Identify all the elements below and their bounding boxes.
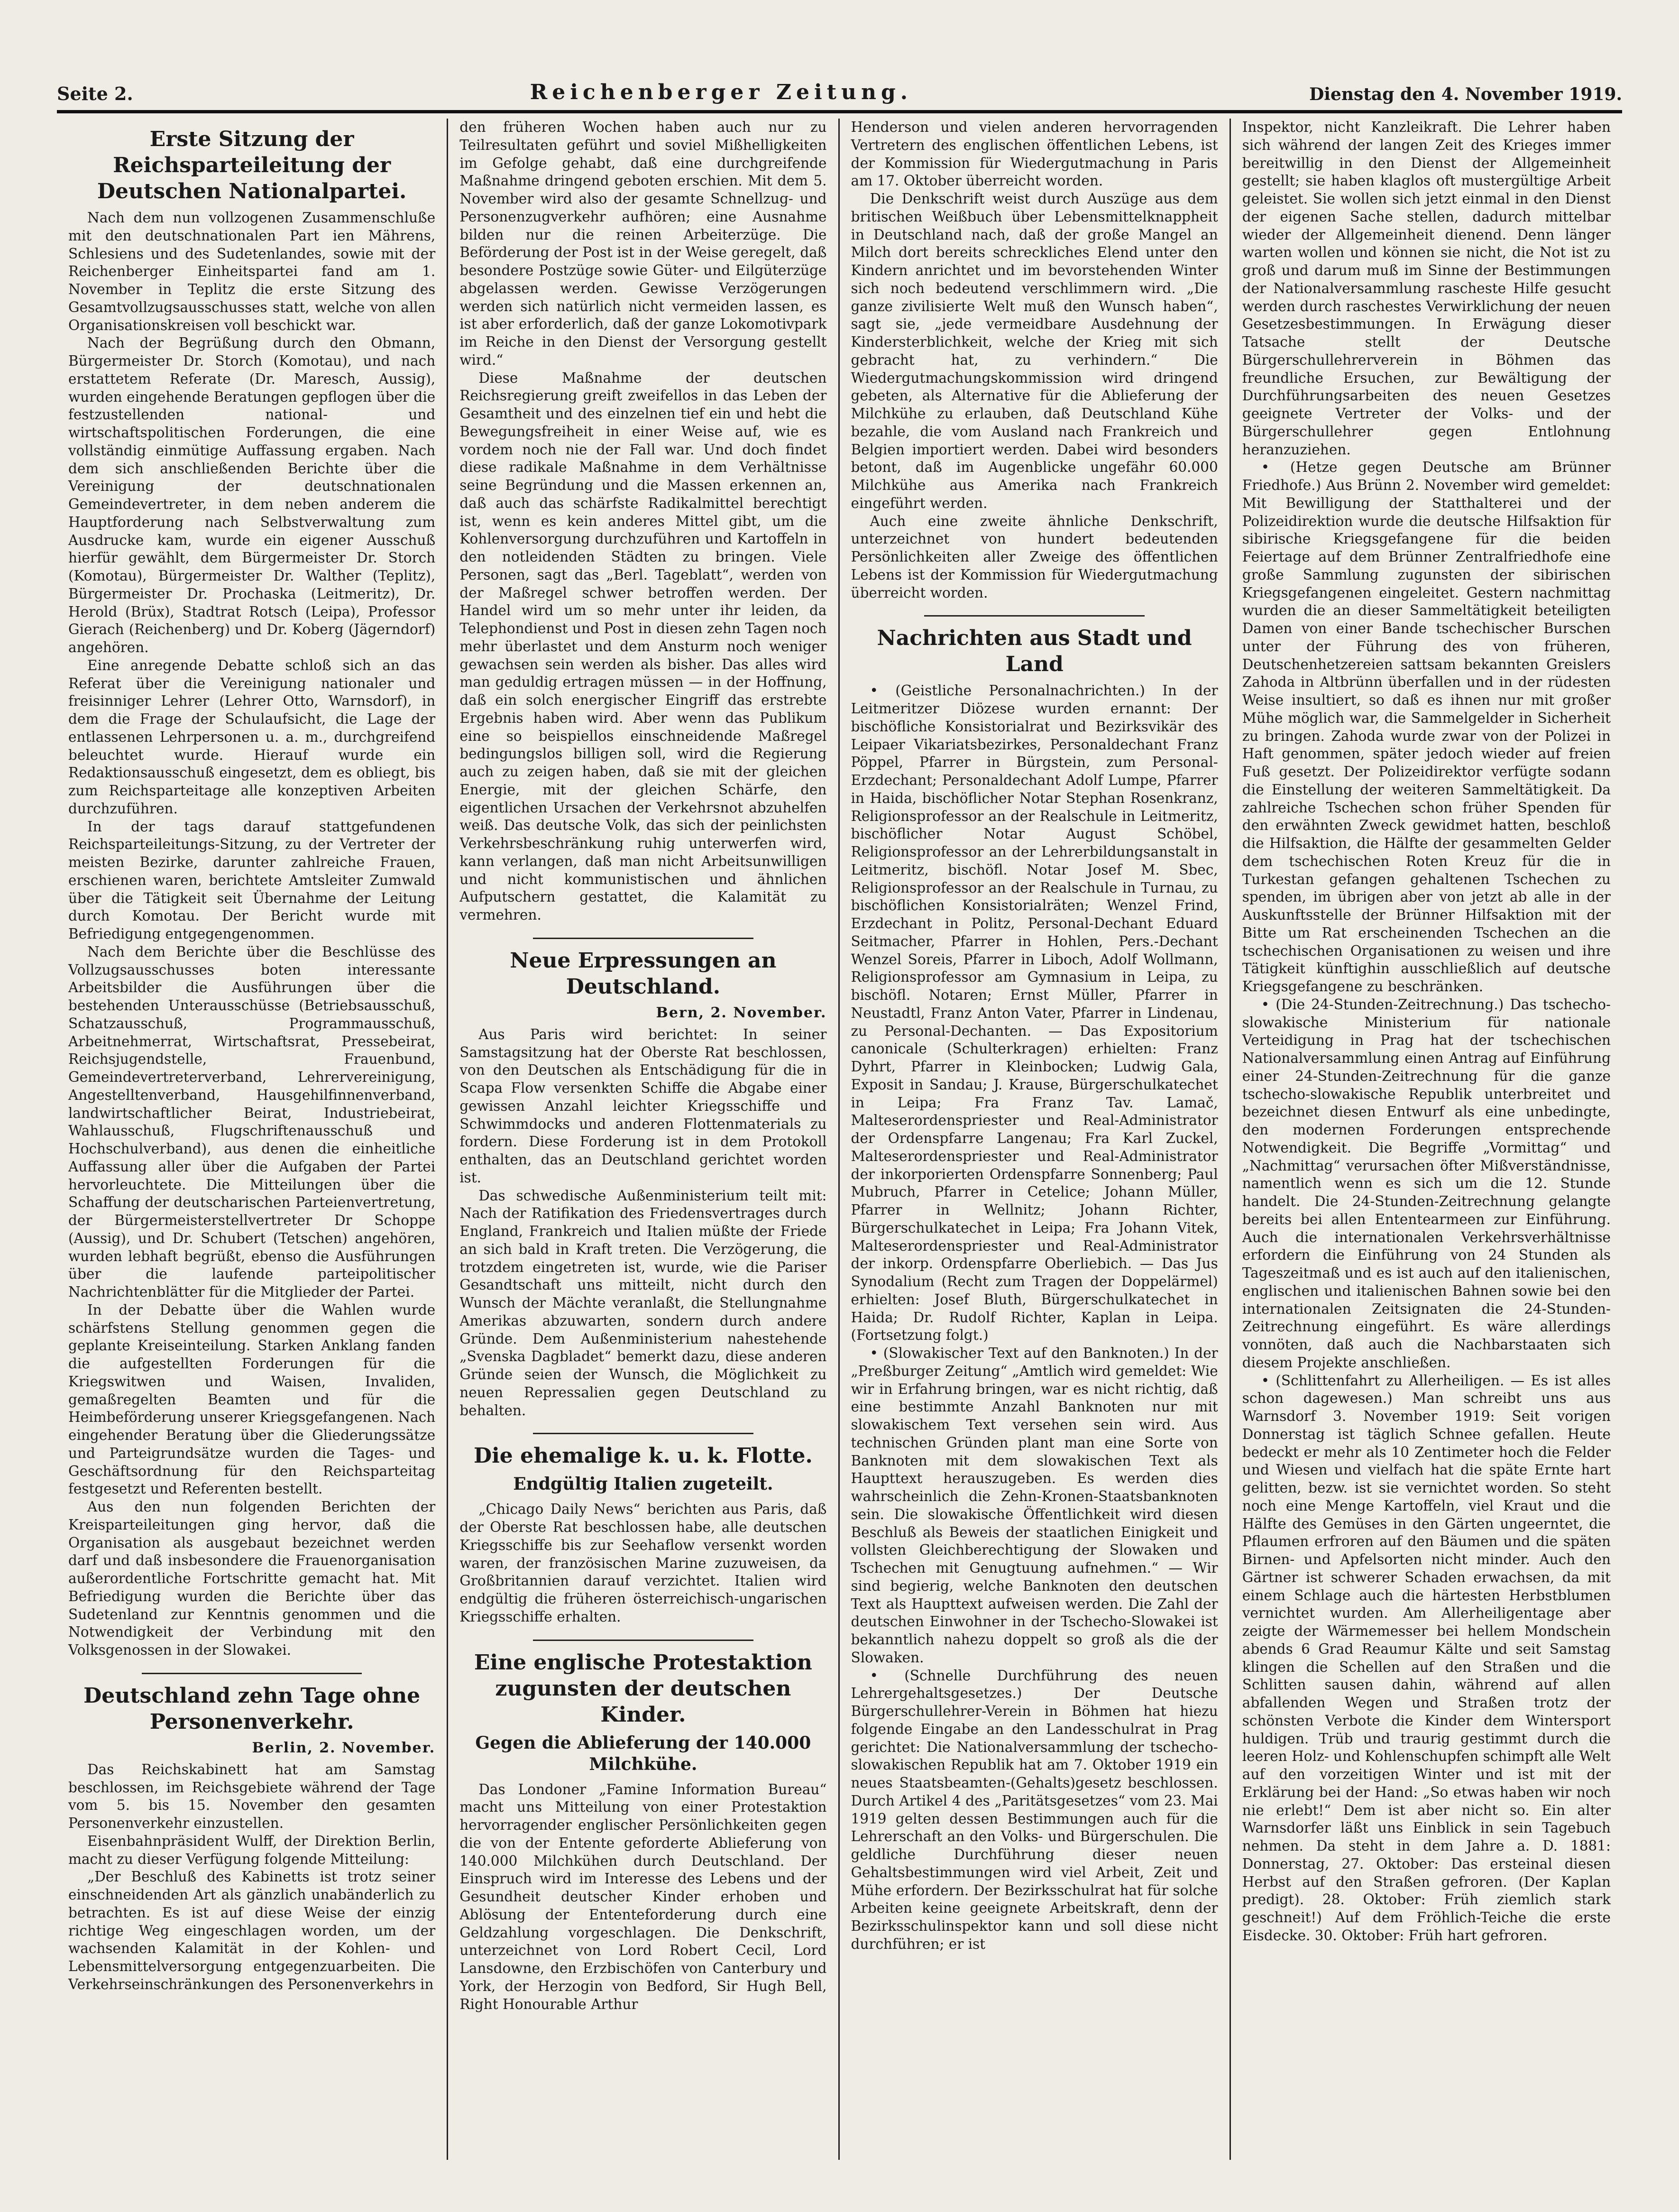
column-3 bbox=[840, 119, 1231, 2160]
dateline: Bern, 2. November. bbox=[656, 1004, 827, 1021]
paragraph: Eine anregende Debatte schloß sich an das Referat über die Vereinigung nationaler und freisinniger Lehrer (Lehrer Otto, Warnsdorf), in dem die Frage der Schulaufsicht, die Lage der entlassenen Lehrpersonen u. a. m., durchgreifend beleuchtet wurde. Hierauf wurde ein Redaktionsausschuß eingesetzt, dem es obliegt, bis zum Reichsparteitage alle konzeptiven Arbeiten durchzuführen. bbox=[68, 657, 436, 817]
issue-date: Dienstag den 4. November 1919. bbox=[1309, 84, 1622, 104]
paragraph: Nach dem Berichte über die Beschlüsse des Vollzugsausschusses boten interessante Arbeitsbilder die Ausführungen über die bestehenden Unterausschüsse (Betriebsausschuß, Schatzausschuß, Programmausschuß, Arbeitnehmerrat, Wirtschaftsrat, Pressebeirat, Reichsjugendstelle, Frauenbund, Gemeindevertreterverband, Lehrervereinigung, Angestelltenverband, Hausgehilfinnenverband, landwirtschaftlicher Beirat, Industriebeirat, Wahlausschuß, Flugschriftenausschuß und Hochschulverband), aus denen die einheitliche Auffassung aller über die Aufgaben der Partei hervorleuchtete. Die Mitteilungen über die Schaffung der deutscharischen Parteienvertretung, der Bürgermeisterstellvertreter Dr Schoppe (Aussig), und Dr. Schubert (Tetschen) angehören, wurden lebhaft begrüßt, ebenso die Ausführungen über die laufende parteipolitischer Nachrichtenblätter für die Mitglieder der Partei. bbox=[68, 943, 436, 1300]
paragraph: Die Denkschrift weist durch Auszüge aus dem britischen Weißbuch über Lebensmittelknappheit in Deutschland nach, daß der große Mangel an Milch dort bereits schreckliches Elend unter den Kindern anrichtet und im bevorstehenden Winter sich noch bedeutend verschlimmern wird. „Die ganze zivilisierte Welt muß den Wunsch haben“, sagt sie, „jede vermeidbare Ausdehnung der Kindersterblichkeit, welche der Krieg mit sich gebracht hat, zu verhindern.“ Die Wiedergutmachungskommission wird dringend gebeten, als Alternative für die Ablieferung der Milchkühe zu erlauben, daß Deutschland Kühe bezahle, die vom Ausland nach Frankreich und Belgien importiert werden. Dabei wird besonders betont, daß im Augenblicke ungefähr 60.000 Milchkühe aus Amerika nach Frankreich eingeführt werden. bbox=[851, 191, 1218, 511]
paragraph: Auch eine zweite ähnliche Denkschrift, unterzeichnet von hundert bedeutenden Persönlichkeiten aller Zweige des öffentlichen Lebens ist der Kommission für Wiedergutmachung überreicht worden. bbox=[851, 513, 1218, 601]
news-item: • (Hetze gegen Deutsche am Brünner Friedhofe.) Aus Brünn 2. November wird gemeldet: Mit Bewilligung der Statthalterei und der Polizeidirektion wurde die deutsche Hilfsaktion für sibirische Kriegsgefangene für die beiden Feiertage auf dem Brünner Zentralfriedhofe eine große Sammlung zugunsten der sibirischen Kriegsgefangenen eingeleitet. Gestern nachmittag wurden die an dieser Sammeltätigkeit beteiligten Damen von einer Bande tschechischer Burschen unter der Führung des von früheren, Deutschenhetzereien sattsam bekannten Greislers Zahoda in Altbrünn überfallen und in der rüdesten Weise insultiert, so daß es ihnen nur mit großer Mühe möglich war, die Sammelgelder in Sicherheit zu bringen. Zahoda wurde zwar von der Polizei in Haft genommen, später jedoch wieder auf freien Fuß gesetzt. Der Polizeidirektor verfügte sodann die Einstellung der weiteren Sammeltätigkeit. Da zahlreiche Tschechen schon früher Spenden für den erwähnten Zweck gewidmet hatten, beschloß die Hilfsaktion, die Hälfte der gesammelten Gelder dem tschechischen Roten Kreuz für die in Turkestan gefangen gehaltenen Tschechen zu spenden, im übrigen aber von jetzt ab alle in der Auskunftsstelle der Brünner Hilfsaktion mit der Bitte um Rat erscheinenden Tschechen an die tschechischen Organisationen zu weisen und ihre Tätigkeit künftighin ausschließlich auf deutsche Kriegsgefangene zu beschränken. bbox=[1242, 459, 1611, 995]
headline: Die ehemalige k. u. k. Flotte. bbox=[473, 1444, 813, 1468]
section-headline: Nachrichten aus Stadt und Land bbox=[877, 626, 1192, 677]
article-reichsparteileitung bbox=[68, 126, 435, 1659]
paragraph: Das schwedische Außenministerium teilt mit: Nach der Ratifikation des Friedensvertrages durch England, Frankreich und Italien müßte der Friede an sich bald in Kraft treten. Die Verzögerung, die trotzdem eingetreten ist, wurde, wie die Pariser Gesandtschaft uns mitteilt, nicht durch den Wunsch der Mächte veranlaßt, die Stellungnahme Amerikas abzuwarten, sondern durch andere Gründe. Dem Außenministerium nahestehende „Svenska Dagbladet“ bemerkt dazu, diese anderen Gründe seien der Wunsch, die Möglichkeit zu neuen Repressalien gegen Deutschland zu behalten. bbox=[459, 1187, 827, 1419]
news-item: • (Geistliche Personalnachrichten.) In der Leitmeritzer Diözese wurden ernannt: Der bischöfliche Konsistorialrat und Bezirksvikär des Leipaer Vikariatsbezirkes, Personaldechant Franz Pöppel, Pfarrer in Bürgstein, zum Personal-Erzdechant; Personaldechant Adolf Lumpe, Pfarrer in Haida, bischöflicher Notar Stephan Rosenkranz, Religionsprofessor an der Realschule in Leitmeritz, bischöflicher Notar August Schöbel, Religionsprofessor an der Lehrerbildungsanstalt in Leitmeritz, bischöfl. Notar Josef M. Sbec, Religionsprofessor an der Realschule in Turnau, zu bischöflichen Konsistorialräten; Wenzel Frind, Erzdechant in Politz, Personal-Dechant Eduard Seitmacher, Pfarrer in Hohlen, Pers.-Dechant Wenzel Soreis, Pfarrer in Liboch, Adolf Wollmann, Religionsprofessor am Gymnasium in Leipa, zu bischöfl. Notaren; Ernst Müller, Pfarrer in Neustadtl, Franz Anton Vater, Pfarrer in Lindenau, zu Personal-Dechanten. — Das Expositorium canonicale (Schulterkragen) erhielten: Franz Dyhrt, Pfarrer in Kleinbocken; Ludwig Gala, Exposit in Sandau; J. Krause, Bürgerschulkatechet in Leipa; Fra Franz Tav. Lamač, Malteserordenspriester und Real-Administrator der Ordenspfarre Langenau; Fra Karl Zuckel, Malteserordenspriester und Real-Administrator der inkorporierten Ordenspfarre Sonnenberg; Paul Mubruch, Pfarrer in Cetelice; Johann Müller, Pfarrer in Wellnitz; Johann Richter, Bürgerschulkatechet in Leipa; Fra Johann Vitek, Malteserordenspriester und Real-Administrator der inkorp. Ordenspfarre Oberliebich. — Das Jus Synodalium (Recht zum Tragen der Doppelärmel) erhielten: Josef Bluth, Bürgerschulkatechet in Haida; Dr. Rudolf Richter, Kaplan in Leipa. (Fortsetzung folgt.) bbox=[851, 682, 1218, 1344]
column-4 bbox=[1231, 119, 1622, 2160]
section-stadt-und-land bbox=[851, 625, 1218, 1953]
article-protestaktion bbox=[459, 1650, 826, 2014]
paragraph: Aus Paris wird berichtet: In seiner Samstagsitzung hat der Oberste Rat beschlossen, von den Deutschen als Entschädigung für die in Scapa Flow versenkten Schiffe die Abgabe einer gewissen Anzahl leichter Kriegsschiffe und Schwimmdocks und anderen Flottenmaterials zu fordern. Diese Forderung ist in dem Protokoll enthalten, das an Deutschland gerichtet worden ist. bbox=[459, 1026, 827, 1186]
paragraph: „Chicago Daily News“ berichten aus Paris, daß der Oberste Rat beschlossen habe, alle deutschen Kriegsschiffe bis zur Seehaflow versenkt worden waren, der französischen Marine zuzuweisen, da Großbritannien darauf verzichtet. Italien wird endgültig die früheren österreichisch-ungarischen Kriegsschiffe erhalten. bbox=[459, 1501, 827, 1625]
paragraph: Eisenbahnpräsident Wulff, der Direktion Berlin, macht zu dieser Verfügung folgende Mitteilung: bbox=[68, 1833, 436, 1867]
paragraph: den früheren Wochen haben auch nur zu Teilresultaten geführt und soviel Mißhelligkeiten im Gefolge gehabt, daß eine durchgreifende Maßnahme dringend geboten erschien. Mit dem 5. November wird also der gesamte Schnellzug- und Personenzugverkehr aufhören; eine Ausnahme bilden nur die reinen Arbeiterzüge. Die Beförderung der Post ist in der Weise geregelt, daß besondere Postzüge sowie Güter- und Eilgüterzüge abgelassen werden. Gewisse Verzögerungen werden sich natürlich nicht vermeiden lassen, es ist aber erforderlich, daß der ganze Lokomotivpark im Reiche in den Dienst der Versorgung gestellt wird.“ bbox=[459, 119, 827, 368]
article-erpressungen bbox=[459, 948, 826, 1420]
news-item: • (Schlittenfahrt zu Allerheiligen. — Es ist alles schon dagewesen.) Man schreibt uns aus Warnsdorf 3. November 1919: Seit vorigen Donnerstag ist täglich Schnee gefallen. Heute bedeckt er mehr als 10 Zentimeter hoch die Felder und Wiesen und vielfach hat die späte Ernte hart gelitten, bezw. ist sie vernichtet worden. So steht noch eine Menge Kartoffeln, viel Kraut und die Hälfte des Gemüses in den Gärten ungeerntet, die Pflaumen erfroren auf den Bäumen und die späten Birnen- und Apfelsorten nicht minder. Auch den Gärtner ist schwerer Schaden erwachsen, da mit einem Schlage auch die härtesten Herbstblumen vernichtet wurden. Am Allerheiligentage aber zeigte der Wärmemesser bei hellem Mondschein abends 6 Grad Reaumur Kälte und seit Samstag klingen die Schellen auf den Straßen und die Schlitten sausen dahin, während auf allen abfallenden Wegen und Straßen trotz der schönsten Verbote die Kinder dem Wintersport huldigen. Trüb und traurig gestimmt durch die leeren Holz- und Kohlenschupfen schimpft alle Welt auf den vorzeitigen Winter und ist mit der Erklärung bei der Hand: „So etwas haben wir noch nie erlebt!“ Dem ist aber nicht so. Ein alter Warnsdorfer läßt uns Einblick in sein Tagebuch nehmen. Da steht in dem Jahre a. D. 1881: Donnerstag, 27. Oktober: Das ersteinal diesen Herbst auf den Straßen gefroren. (Der Kaplan predigt). 28. Oktober: Früh ziemlich stark geschneit!) Auf dem Fröhlich-Teiche die erste Eisdecke. 30. Oktober: Früh hart gefroren. bbox=[1242, 1372, 1611, 1944]
headline: Eine englische Protestaktion zugunsten der deutschen Kinder. bbox=[474, 1650, 812, 1727]
section-stadt-und-land-continued bbox=[1242, 119, 1611, 1945]
paragraph: Nach dem nun vollzogenen Zusammenschluße mit den deutschnationalen Part ien Mährens, Schlesiens und des Sudetenlandes, sowie mit der Reichenberger Einheitspartei fand am 1. November in Teplitz die erste Sitzung des Gesamtvollzugsausschusses statt, welche von allen Organisationskreisen voll beschickt war. bbox=[68, 210, 436, 333]
column-1 bbox=[57, 119, 448, 2160]
headline: Neue Erpressungen an Deutschland. bbox=[510, 948, 777, 999]
paragraph: In der tags darauf stattgefundenen Reichsparteileitungs-Sitzung, zu der Vertreter der meisten Bezirke, darunter zahlreiche Frauen, erschienen waren, berichtete Amtsleiter Zumwald über die Tätigkeit seit Übernahme der Leitung durch Komotau. Der Bericht wurde mit Befriedigung entgegengenommen. bbox=[68, 818, 436, 942]
paragraph: In der Debatte über die Wahlen wurde schärfstens Stellung genommen gegen die geplante Kreiseinteilung. Starken Anklang fanden die aufgestellten Forderungen für die Kriegswitwen und Waisen, Invaliden, gemaßregelten Beamten und für die Heimbeförderung unserer Kriegsgefangenen. Nach eingehender Beratung über die Gliederungssätze und Parteigrundsätze wurden die Tages- und Geschäftsordnung für den Reichsparteitag festgesetzt und Referenten bestellt. bbox=[68, 1301, 436, 1497]
paragraph: Henderson und vielen anderen hervorragenden Vertretern des englischen öffentlichen Lebens, ist der Kommission für Wiedergutmachung in Paris am 17. Oktober überreicht worden. bbox=[851, 119, 1218, 189]
article-flotte bbox=[459, 1443, 826, 1626]
headline: Erste Sitzung der Reichsparteileitung der Deutschen Nationalpartei. bbox=[97, 127, 407, 203]
dateline: Berlin, 2. November. bbox=[252, 1739, 436, 1756]
page-number: Seite 2. bbox=[57, 83, 133, 104]
divider bbox=[142, 1673, 362, 1674]
article-personenverkehr bbox=[68, 1683, 435, 1994]
news-item: • (Slowakischer Text auf den Banknoten.) In der „Preßburger Zeitung“ „Amtlich wird gemeldet: Wie wir in Erfahrung bringen, war es nicht richtig, daß eine bestimmte Anzahl Banknoten nur mit slowakischem Text versehen sein wird. Aus technischen Gründen plant man eine Sorte von Banknoten mit dem slowakischen Text als Haupttext herauszugeben. Es werden dies wahrscheinlich die Zehn-Kronen-Staatsbanknoten sein. Die slowakische Öffentlichkeit wird diesen Beschluß als Beweis der staatlichen Einigkeit und vollsten Gleichberechtigung der Slowaken und Tschechen mit Genugtuung aufnehmen.“ — Wir sind begierig, welche Banknoten den deutschen Text als Haupttext aufweisen werden. Die Zahl der deutschen Einwohner in der Tschecho-Slowakei ist bekanntlich nahezu doppelt so groß als die der Slowaken. bbox=[851, 1345, 1218, 1666]
columns bbox=[57, 119, 1622, 2160]
article-protestaktion-continued bbox=[851, 119, 1218, 602]
divider bbox=[533, 938, 753, 939]
paragraph: Das Reichskabinett hat am Samstag beschlossen, im Reichsgebiete während der Tage vom 5. bis 15. November den gesamten Personenverkehr einzustellen. bbox=[68, 1761, 436, 1831]
news-item: • (Schnelle Durchführung des neuen Lehrergehaltsgesetzes.) Der Deutsche Bürgerschullehrer-Verein in Böhmen hat hiezu folgende Eingabe an den Landesschulrat in Prag gerichtet: Die Nationalversammlung der tschecho-slowakischen Republik hat am 7. Oktober 1919 ein neues Staatsbeamten-(Gehalts)gesetz beschlossen. Durch Artikel 4 des „Paritätsgesetzes“ vom 23. Mai 1919 gelten dessen Bestimmungen auch für die Lehrerschaft an den Volks- und Bürgerschulen. Die geldliche Durchführung dieser neuen Gehaltsbestimmungen wird viel Arbeit, Zeit und Mühe erfordern. Der Bezirksschulrat hat für solche Arbeiten keine geeignete Arbeitskraft, denn der Bezirksschulinspektor kann und soll diese nicht durchführen; er ist bbox=[851, 1667, 1218, 1952]
newspaper-title: Reichenberger Zeitung. bbox=[530, 80, 913, 104]
column-2 bbox=[448, 119, 839, 2160]
subheadline: Endgültig Italien zugeteilt. bbox=[513, 1474, 773, 1494]
divider bbox=[533, 1640, 753, 1641]
article-personenverkehr-continued bbox=[459, 119, 826, 924]
paragraph: Nach der Begrüßung durch den Obmann, Bürgermeister Dr. Storch (Komotau), und nach erstattetem Referate (Dr. Maresch, Aussig), wurden eingehende Beratungen gepflogen über die festzustellenden national- und wirtschaftspolitischen Forderungen, die eine vollständig einmütige Auffassung ergaben. Nach dem sich anschließenden Berichte über die Vereinigung der deutschnationalen Gemeindevertreter, in dem neben anderem die Hauptforderung nach Selbstverwaltung zum Ausdrucke kam, wurde ein eigener Ausschuß hierfür gewählt, dem Bürgermeister Dr. Storch (Komotau), Bürgermeister Dr. Walther (Teplitz), Bürgermeister Dr. Prochaska (Leitmeritz), Dr. Herold (Brüx), Stadtrat Rotsch (Leipa), Professor Gierach (Reichenberg) und Dr. Koberg (Jägerndorf) angehören. bbox=[68, 335, 436, 655]
paragraph: Das Londoner „Famine Information Bureau“ macht uns Mitteilung von einer Protestaktion hervorragender englischer Persönlichkeiten gegen die von der Entente geforderte Ablieferung von 140.000 Milchkühen durch Deutschland. Der Einspruch wird im Interesse des Lebens und der Gesundheit deutscher Kinder erhoben und Ablösung der Ententeforderung durch eine Geldzahlung vorgeschlagen. Die Denkschrift, unterzeichnet von Lord Robert Cecil, Lord Lansdowne, den Erzbischöfen von Canterbury und York, der Herzogin von Bedford, Sir Hugh Bell, Right Honourable Arthur bbox=[459, 1781, 827, 2012]
paragraph: „Der Beschluß des Kabinetts ist trotz seiner einschneidenden Art als gänzlich unabänderlich zu betrachten. Es ist auf diese Weise der einzig richtige Weg eingeschlagen worden, um der wachsenden Kalamität in der Kohlen- und Lebensmittelversorgung entgegenzuarbeiten. Die Verkehrseinschränkungen des Personenverkehrs in bbox=[68, 1869, 436, 1992]
subheadline: Gegen die Ablieferung der 140.000 Milchkühe. bbox=[475, 1733, 811, 1774]
paragraph: Inspektor, nicht Kanzleikraft. Die Lehrer haben sich während der langen Zeit des Krieges immer bereitwillig in den Dienst der Allgemeinheit gestellt; sie haben klaglos oft mustergültige Arbeit geleistet. Sie wollen sich jetzt einmal in den Dienst der eigenen Sache stellen, dadurch mittelbar wieder der Allgemeinheit dienend. Denn länger warten wollen und können sie nicht, die Not ist zu groß und darum muß im Sinne der Bestimmungen der Nationalversammlung rascheste Hilfe gesucht werden durch raschestes Verwirklichung der neuen Gesetzesbestimmungen. In Erwägung dieser Tatsache stellt der Deutsche Bürgerschullehrerverein in Böhmen das freundliche Ersuchen, zur Bewältigung der Durchführungsarbeiten des neuen Gesetzes geeignete Vertreter der Volks- und der Bürgerschullehrer gegen Entlohnung heranzuziehen. bbox=[1242, 119, 1611, 458]
masthead bbox=[57, 71, 1622, 113]
news-item: • (Die 24-Stunden-Zeitrechnung.) Das tschecho-slowakische Ministerium für nationale Verteidigung in Prag hat der tschechischen Nationalversammlung einen Antrag auf Einführung einer 24-Stunden-Zeitrechnung für die ganze tschecho-slowakische Republik unterbreitet und bezeichnet diesen Entwurf als eine unbedingte, den modernen Forderungen entsprechende Notwendigkeit. Die Begriffe „Vormittag“ und „Nachmittag“ verursachen öfter Mißverständnisse, namentlich wenn es sich um die 12. Stunde handelt. Die 24-Stunden-Zeitrechnung gelangte bereits bei allen Ententearmeen zur Einführung. Auch die internationalen Verkehrsverhältnisse erfordern die Einführung von 24 Stunden als Tageszeitmaß und es ist auch auf den italienischen, englischen und italienischen Bahnen sowie bei den internationalen Zeitsignaten die 24-Stunden-Zeitrechnung eingeführt. Es wäre allerdings vonnöten, daß auch die Nachbarstaaten sich diesem Projekte anschließen. bbox=[1242, 996, 1611, 1371]
divider bbox=[924, 615, 1145, 617]
headline: Deutschland zehn Tage ohne Personenverkehr. bbox=[83, 1683, 421, 1734]
paragraph: Diese Maßnahme der deutschen Reichsregierung greift zweifellos in das Leben der Gesamtheit und des einzelnen tief ein und hebt die Bewegungsfreiheit in einer Weise auf, wie es vordem noch nie der Fall war. Und doch findet diese radikale Maßnahme in dem Verhältnisse seine Begründung und die Massen erkennen an, daß auch das schärfste Radikalmittel berechtigt ist, wenn es kein anderes Mittel gibt, um die Kohlenversorgung durchzuführen und Kartoffeln in den notleidenden Städten zu bringen. Viele Personen, sagt das „Berl. Tageblatt“, werden von der Maßregel schwer betroffen werden. Der Handel wird um so mehr unter ihr leiden, da Telephondienst und Post in diesen zehn Tagen noch mehr überlastet und dem Ansturm noch weniger gewachsen sein werden als bisher. Das alles wird man geduldig ertragen müssen — in der Hoffnung, daß ein solch energischer Eingriff das erstrebte Ergebnis haben wird. Aber wenn das Publikum eine so beispiellos einschneidende Maßregel bedingungslos billigen soll, wird die Regierung auch zu zeigen haben, daß sie mit der gleichen Energie, mit der gleichen Schärfe, den eigentlichen Ursachen der Verkehrsnot abzuhelfen weiß. Das deutsche Volk, das sich der peinlichsten Verkehrsbeschränkung ruhig unterwerfen wird, kann verlangen, daß man nicht Arbeitsunwilligen und nicht kommunistischen und ähnlichen Aufputschern gestattet, die Kalamität zu vermehren. bbox=[459, 369, 827, 923]
divider bbox=[533, 1433, 753, 1434]
paragraph: Aus den nun folgenden Berichten der Kreisparteileitungen ging hervor, daß die Organisation als ausgebaut bezeichnet werden darf und daß insbesondere die Frauenorganisation außerordentliche Fortschritte gemacht hat. Mit Befriedigung wurden die Berichte über das Sudetenland zur Kenntnis genommen und die Notwendigkeit der Verbindung mit den Volksgenossen in der Slowakei. bbox=[68, 1499, 436, 1658]
